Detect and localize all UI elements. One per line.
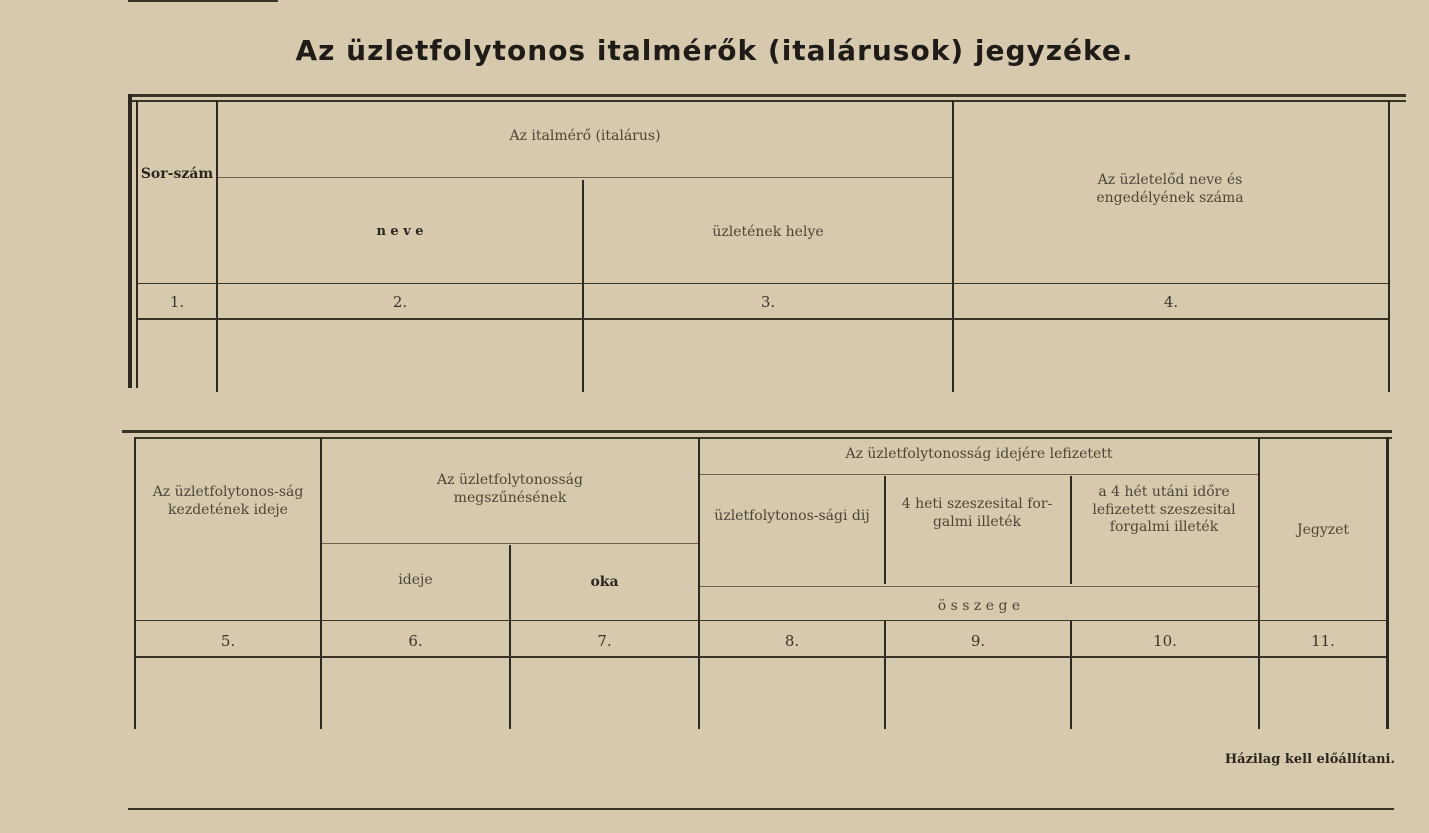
col-number-11: 11. [1311,632,1335,650]
col-number-2: 2. [392,293,408,311]
dij-header: üzletfolytonos-sági dij [714,508,870,524]
italmero-header: Az italmérő (italárus) [509,128,661,144]
kezdet-header: Az üzletfolytonos-ság kezdetének ideje [152,484,304,518]
footer-note: Házilag kell előállítani. [1224,752,1395,767]
uzletelod-header: Az üzletelőd neve és engedélyének száma [1096,172,1244,206]
osszege-header: ö s s z e g e [937,598,1021,614]
neve-header: n e v e [376,224,424,239]
page-title: Az üzletfolytonos italmérők (italárusok) jegyzéke. [295,34,1134,67]
col-number-1: 1. [169,293,185,311]
heti-header: 4 heti szeszesital for-galmi illeték [901,496,1053,530]
col-number-3: 3. [760,293,776,311]
col-number-6: 6. [408,632,423,650]
ideje-header: ideje [398,572,433,588]
uzlet-helye-header: üzletének helye [712,224,824,240]
col-number-8: 8. [784,632,800,650]
utani-header: a 4 hét utáni időre lefizetett szeszesital forgalmi illeték [1092,484,1236,535]
jegyzet-header: Jegyzet [1296,522,1350,538]
col-number-9: 9. [970,632,986,650]
col-number-4: 4. [1163,293,1179,311]
col-number-5: 5. [220,632,236,650]
megszunes-header: Az üzletfolytonosság megszűnésének [437,472,583,506]
lefizetett-header: Az üzletfolytonosság idejére lefizetett [845,446,1113,462]
col-number-10: 10. [1153,632,1177,650]
sorszam-header: Sor-szám [140,166,214,182]
top-rule [128,0,278,2]
col-number-7: 7. [597,632,612,650]
oka-header: oka [590,574,619,590]
bottom-rule [128,808,1394,810]
